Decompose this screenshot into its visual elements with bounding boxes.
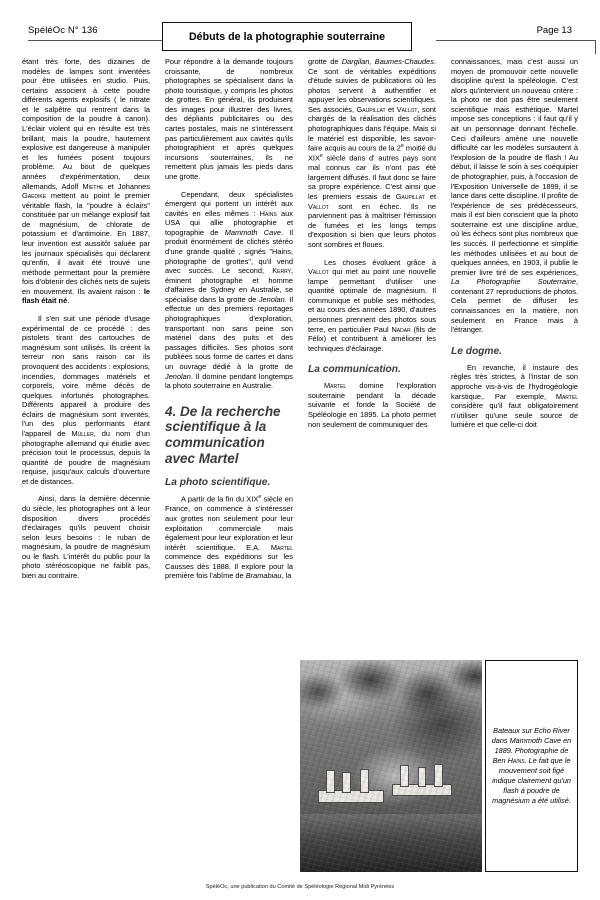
issue-label: SpéléOc N° 136 (28, 25, 98, 36)
subsection-heading-la-communication: La communication. (308, 364, 401, 376)
paragraph: Cependant, deux spécialistes émergent qui portent un intérêt aux cavités en elles mêmes : Hains aux USA qui allie photographie et topographie de Mammoth Cave. Il produit énormément de clichés stéréo d'une grande qualité , signés "Hains, photographe de grottes", qu'il vend avec succès. Le second, Kerry, éminent photographe et homme d'affaires de Sydney en Australie, se spécialise dans la grotte de Jenolan. Il effectue un des premiers reportages photographiques d'exploration, transportant non sans peine son matériel dans des puits et des passages difficiles. Ses photos sont publiées sous forme de cartes et dans un ouvrage dédié à la grotte de Jenolan. Il domine pendant longtemps la photo souterraine en Australie. (165, 189, 293, 391)
paragraph: A partir de la fin du XIXe siècle en France, on commence à s'intéresser aux grottes non seulement pour leur exploitation commerciale mais également pour leur exploration et leur intérêt scientifique. E.A. Martel commence des expéditions sur les Causses dès 1888. Il explore pour la première fois l'abîme de Bramabiau, la (165, 494, 293, 581)
header-rule-right (436, 40, 596, 41)
subsection-heading-photo-scientifique: La photo scientifique. (165, 477, 271, 489)
paragraph: connaissances, mais c'est aussi un moyen de promouvoir cette nouvelle discipline qu'est la spéléologie. C'est alors qu'intervient un nouveau critère : la photo ne doit pas être seulement scientifique mais esthétique. Martel impose ses conceptions : il faut qu'il y ait un personnage donnant l'échelle. Ceci d'ailleurs amène une nouvelle difficulté car les modèles sursautent à l'explosion de la poudre de flash ! Au début, il laisse le soin à ses coéquipier de photographier, puis, à l'occasion de l'Exposition Universelle de 1899, il se lance dans cette discipline. Il profite de l'expérience de ses prédécesseurs, mais il est bien conscient que la photo souterraine est une discipline ardue, où les échecs sont plus nombreux que les succès. Il perfectionne et simplifie les méthodes utilisées et au bout de quelques années, en 1903, il publie le premier livre tiré de ses expériences, La Photographie Souterraine, contenant 27 reproductions de photos. Cela permet de diffuser les connaissances en la matière, non seulement en France mais à l'étranger. (451, 57, 578, 335)
header-rule-left (28, 40, 184, 41)
paragraph: Il s'en suit une période d'usage expérimental de ce procédé : des pistolets tirant des cartouches de magnésium sont utilisés. Ils créent la terreur non sans raison car ils provoquent des accidents : explosions, incendies, dommages matériels et corporels, voire même décès de quelques infortunés photographes. Différents appareil à produire des éclairs de magnésium sont inventés, l'un des plus performants étant l'appareil de Müller, du nom d'un photographe allemand qui étudie avec précision tout le processus, depuis la quantité de poudre de magnésium requise, jusqu'aux calculs d'ouverture et de distances. (22, 314, 150, 486)
paragraph: grotte de Dargilan, Baumes-Chaudes. Ce sont de véritables expéditions d'étude suivies de publications où les photos servent à authentifier et appuyer les observations scientifiques. Ses associés, Gaupillat et Vallot, sont chargés de la réalisation des clichés photographiques dans l'équipe. Mais si le matériel est disponible, les savoir-faire acquis au cours de la 2e moitié du XIXe siècle dans d' autres pays sont mal connus car ils n'ont pas été largement diffusés. Il faut donc se faire sa propre expérience. C'est ainsi que les premiers essais de Gaupillat et Vallot sont en échec. Ils ne parviennent pas à maîtriser l'émission de fumées et les longs temps d'exposition si bien que leurs photos sont sombres et floues. (308, 57, 437, 249)
paragraph: étant très forte, des dizaines de modèles de lampes sont inventées pour être utilisées en studio. Puis, certains associent à cette poudre différents agents explosifs ( le nitrate et le salpêtre qui rentrent dans la composition de la poudre à canon). L'éclair violent qui en résulte est très brillant, mais la poudre, hautement explosive est dangereuse à manipuler et les fumées posent toujours problème. Au bout de quelques années d'expérimentation, deux allemands, Adolf Miethe et Johannes Gaedike mettent au point le premier véritable flash, la "poudre à éclairs" constituée par un mélange explosif fait de magnésium, de chlorate de potassium et d'antimoine. En 1887, leur invention est aussitôt saluée par les journaux spécialisés qui déclarent qu'enfin, il avait été trouvé une méthode permettant pour la première fois d'obtenir des clichés nets de sujets en mouvement. Ils avaient raison : le flash était né. (22, 57, 150, 306)
paragraph: En revanche, il instaure des règles très strictes, à l'instar de son approche vis-à-vis de l'hydrogéologie karstique,. Par exemple, Martel considère qu'il faut obligatoirement n'utiliser qu'une seule source de lumière et que celle-ci doit (451, 362, 578, 430)
page-footer: SpéléOc, une publication du Comité de Spéléologie Régional Midi Pyrénées (205, 884, 395, 890)
header-title-box (162, 22, 412, 51)
header-rule-tick (595, 40, 596, 54)
paragraph: Ainsi, dans la dernière décennie du siècle, les photographes ont à leur disposition divers procédés d'éclairages qu'ils peuvent choisir selon leurs besoins : le ruban de magnésium, la poudre de magnésium ou le flash. L'intérêt du public pour la photo stéréoscopique ne faiblit pas, bien au contraire. (22, 494, 150, 581)
column-3 (308, 57, 436, 429)
figure (300, 660, 578, 872)
paragraph: Martel domine l'exploration souterraine pendant la décade suivante et fonde la Société de Spéléologie en 1895. La photo permet non seulement de communiquer des (308, 381, 436, 429)
page-header (24, 22, 576, 56)
paragraph: Les choses évoluent grâce à Vallot qui met au point une nouvelle lampe permettant d'utiliser une quantité optimale de magnésium. Il communique et publie ses méthodes, et au cours des années 1890, d'autres personnes prennent des photos sous terre, en particulier Paul Nadar (fils de Félix) et contribuent à améliorer les techniques d'éclairage. (308, 257, 436, 353)
photo-grain (300, 660, 482, 872)
section-heading-4: 4. De la recherche scientifique à la communication avec Martel (165, 403, 281, 466)
column-1 (22, 57, 150, 581)
cave-photograph (300, 660, 482, 872)
column-2 (165, 57, 293, 581)
page-title: Débuts de la photographie souterraine (188, 30, 386, 43)
figure-caption: Bateaux sur Echo River dans Mammoth Cave en 1889. Photographie de Ben Hains. Le fait que le mouvement soit figé indique clairement qu'un flash á poudre de magnésium a été utilisé. (491, 725, 572, 806)
column-4 (451, 57, 578, 430)
subsection-heading-le-dogme: Le dogme. (451, 345, 502, 357)
page-number: Page 13 (536, 25, 572, 36)
figure-caption-box (485, 660, 578, 872)
paragraph: Pour répondre à la demande toujours croissante, de nombreux photographes se spécialisent dans la photo touristique, y compris les photos de grottes. En général, ils produisent des images pour illustrer des livres, des dépliants publicitaires ou des cartes postales, mais ne s'intéressent pas particulièrement aux cavités qu'ils photographient et après quelques incursions souterraines, ils ne remettent plus jamais les pieds dans une grotte. (165, 57, 293, 181)
